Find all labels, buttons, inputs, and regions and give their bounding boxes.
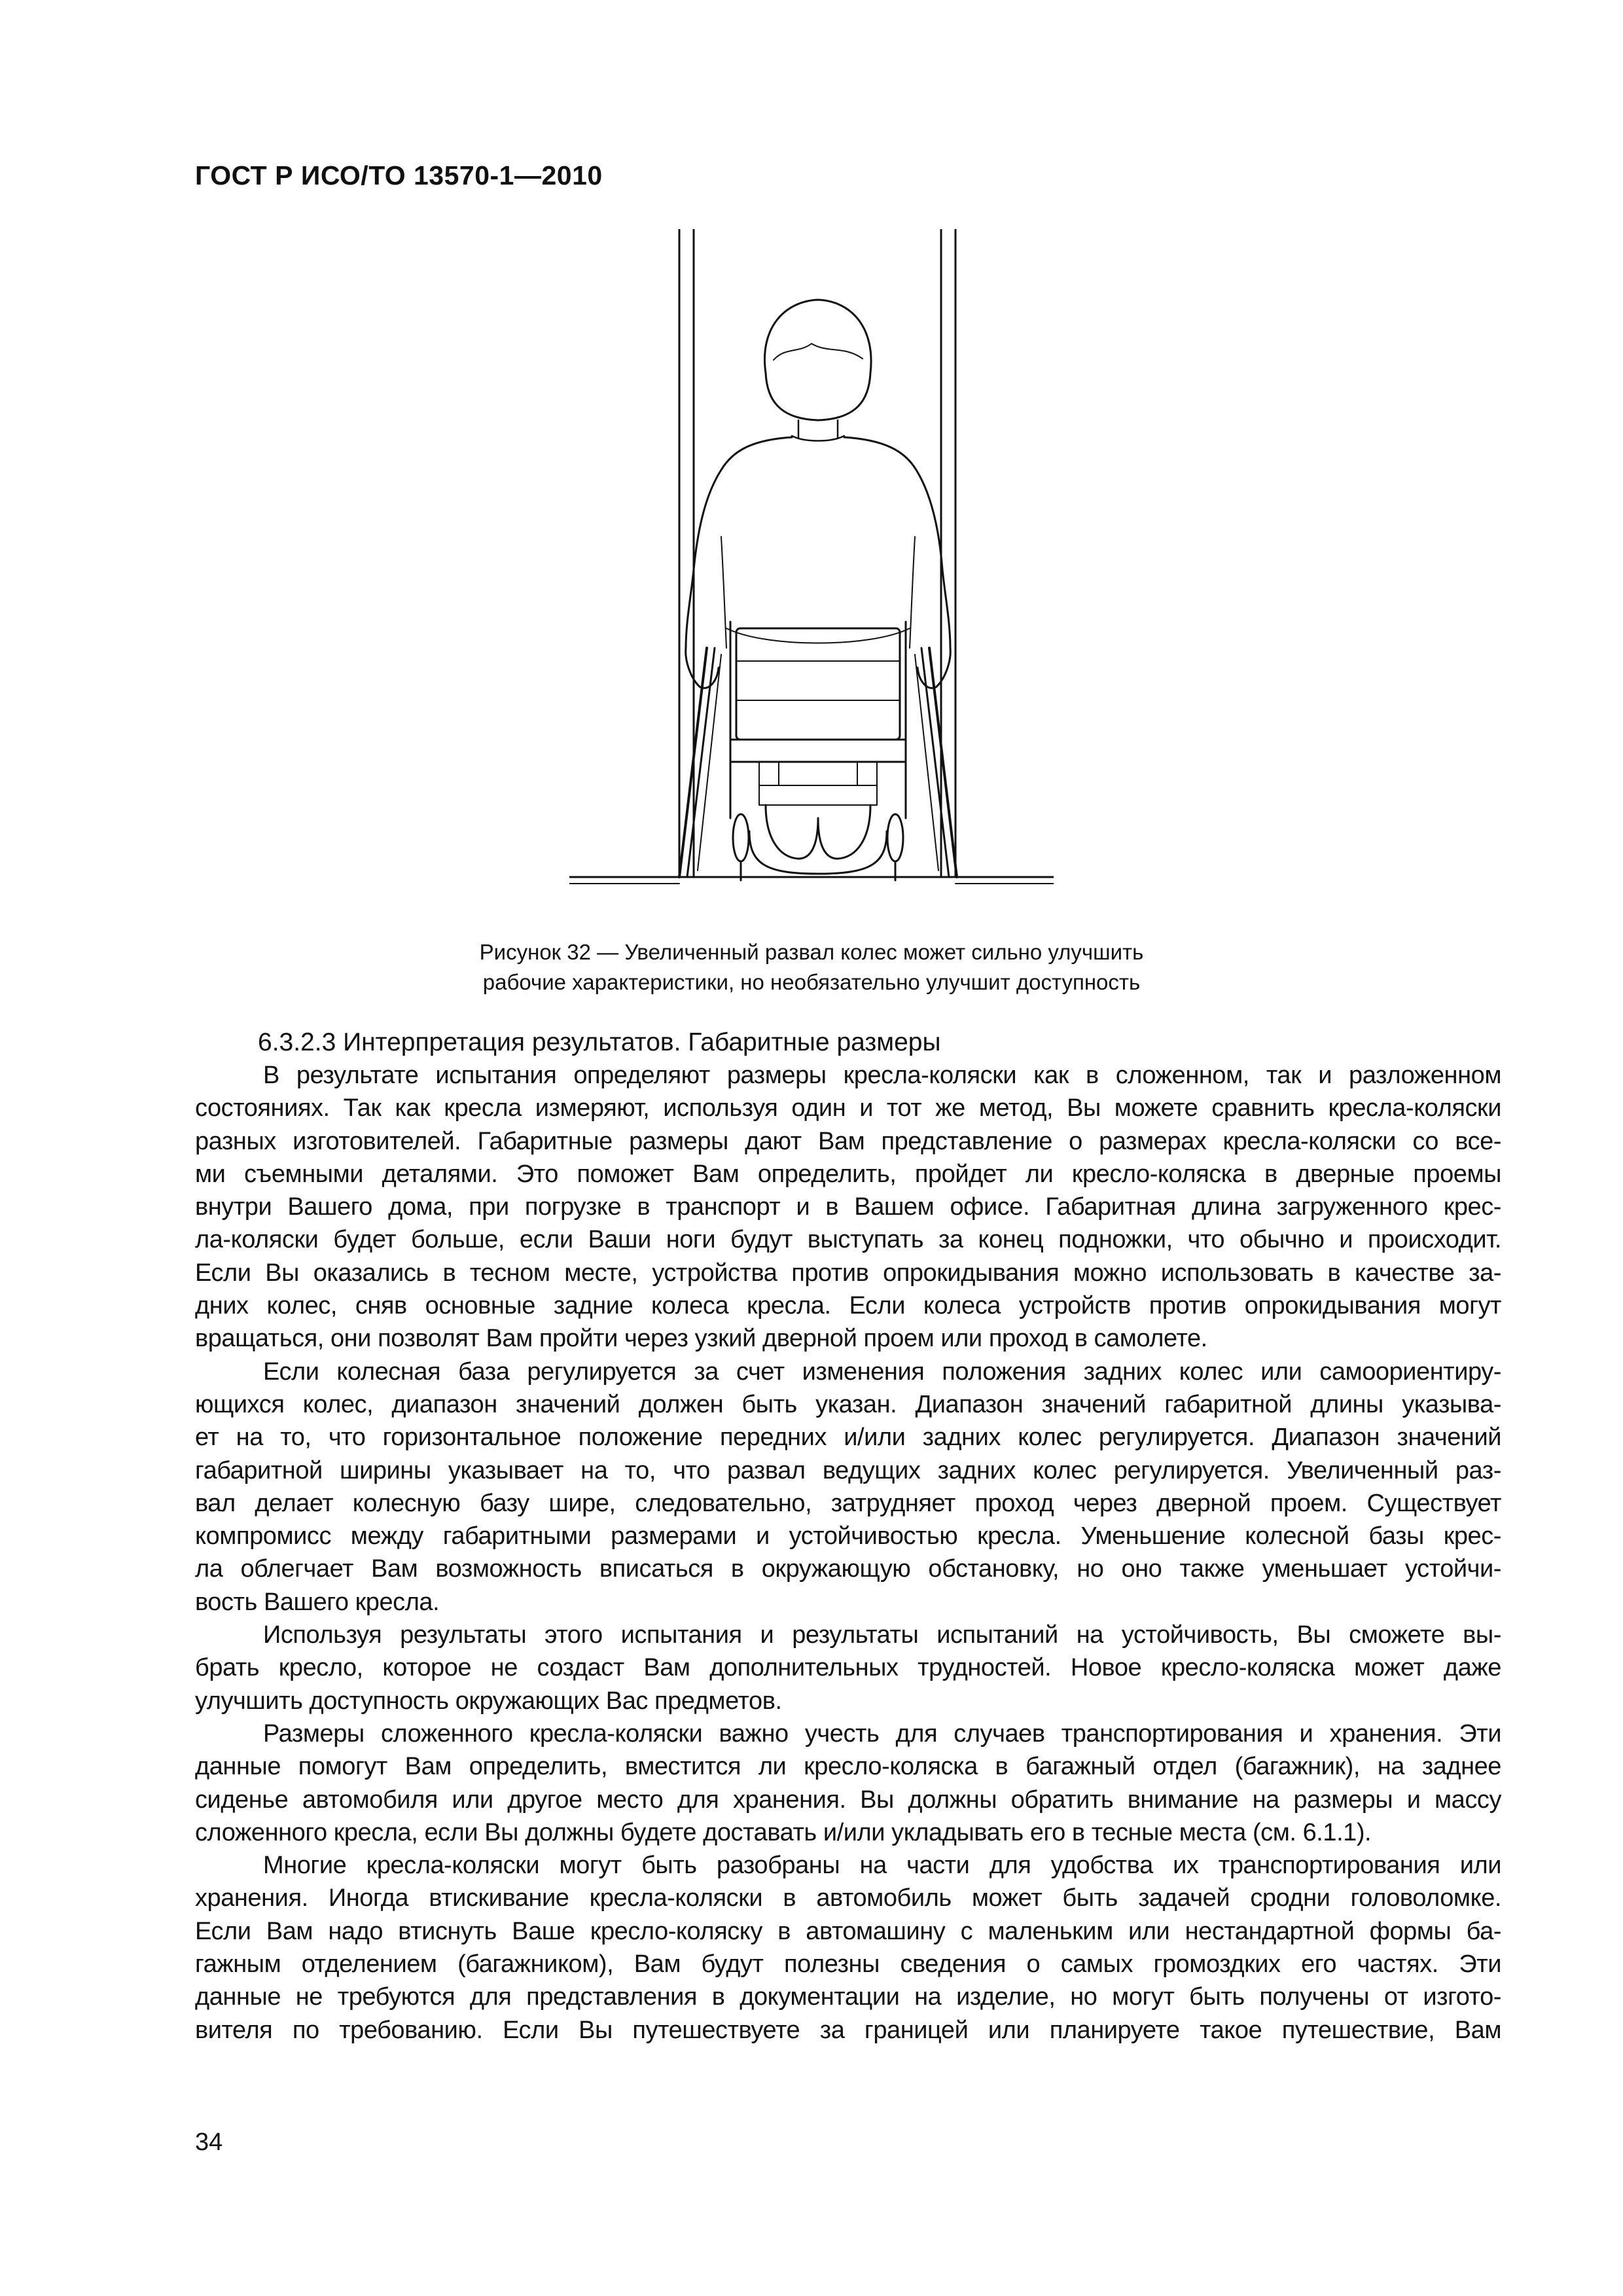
paragraph <box>195 1849 1501 2047</box>
text-line: вость Вашего кресла. <box>195 1588 440 1616</box>
text-line: внутри Вашего дома, при погрузке в транспорт и в Вашем офисе. Габаритная длина загруженного крес- <box>195 1193 1501 1221</box>
caption-line: рабочие характеристики, но необязательно улучшит доступность <box>482 970 1141 994</box>
paragraph <box>195 1619 1501 1717</box>
page-number: 34 <box>195 2128 223 2156</box>
text-line: вителя по требованию. Если Вы путешествуете за границей или планируете такое путешествие, Вам <box>195 2016 1501 2044</box>
wheelchair-seat <box>730 740 906 874</box>
text-line: состояниях. Так как кресла измеряют, используя один и тот же метод, Вы можете сравнить кресла-коляски <box>195 1094 1501 1122</box>
figure-illustration <box>569 229 1054 910</box>
text-line: ла облегчает Вам возможность вписаться в окружающую обстановку, но оно также уменьшает устойчи- <box>195 1555 1501 1583</box>
text-line: компромисс между габаритными размерами и устойчивостью кресла. Уменьшение колесной базы крес- <box>195 1522 1501 1551</box>
floor-line <box>569 877 1054 884</box>
text-line: Если колесная база регулируется за счет изменения положения задних колес или самоориентиру- <box>263 1357 1501 1386</box>
text-line: данные помогут Вам определить, вместится ли кресло-коляска в багажный отдел (багажник), на заднее <box>195 1753 1501 1781</box>
document-body <box>195 1026 1501 2047</box>
text-line: брать кресло, которое не создаст Вам дополнительных трудностей. Новое кресло-коляска может даже <box>195 1654 1501 1682</box>
text-line: ет на то, что горизонтальное положение передних и/или задних колес регулируется. Диапазон значений <box>195 1424 1501 1452</box>
text-line: гажным отделением (багажником), Вам будут полезны сведения о самых громоздких его частях. Эти <box>195 1950 1501 1979</box>
caption-line: Рисунок 32 — Увеличенный развал колес может сильно улучшить <box>479 940 1144 964</box>
text-line: вал делает колесную базу шире, следовательно, затрудняет проход через дверной проем. Существует <box>195 1489 1501 1517</box>
paragraph <box>195 1717 1501 1849</box>
text-line: сложенного кресла, если Вы должны будете доставать и/или укладывать его в тесные места (см. 6.1.1). <box>195 1818 1372 1846</box>
text-line: данные не требуются для представления в документации на изделие, но могут быть получены от изгото- <box>195 1983 1501 2011</box>
text-line: Если Вам надо втиснуть Ваше кресло-коляску в автомашину с маленьким или нестандартной формы ба- <box>195 1917 1501 1945</box>
text-line: Размеры сложенного кресла-коляски важно учесть для случаев транспортирования и хранения. Эти <box>263 1719 1501 1748</box>
text-line: ющихся колес, диапазон значений должен быть указан. Диапазон значений габаритной длины указыва- <box>195 1390 1501 1418</box>
text-line: вращаться, они позволят Вам пройти через узкий дверной проем или проход в самолете. <box>195 1325 1207 1353</box>
text-line: В результате испытания определяют размеры кресла-коляски как в сложенном, так и разложенном <box>263 1062 1501 1089</box>
text-line: улучшить доступность окружающих Вас предметов. <box>195 1687 782 1715</box>
text-line: разных изготовителей. Габаритные размеры дают Вам представление о размерах кресла-коляски со все- <box>195 1127 1501 1155</box>
document-header: ГОСТ Р ИСО/ТО 13570-1—2010 <box>195 160 603 190</box>
text-line: Если Вы оказались в тесном месте, устройства против опрокидывания можно использовать в качестве за- <box>195 1259 1501 1287</box>
text-line: Многие кресла-коляски могут быть разобраны на части для удобства их транспортирования или <box>263 1852 1501 1880</box>
paragraph <box>195 1059 1501 1355</box>
paragraph <box>195 1355 1501 1619</box>
text-line: хранения. Иногда втискивание кресла-коляски в автомобиль может быть задачей сродни головоломке. <box>195 1884 1501 1912</box>
text-line: сиденье автомобиля или другое место для хранения. Вы должны обратить внимание на размеры и массу <box>195 1785 1501 1814</box>
text-line: ла-коляски будет больше, если Ваши ноги будут выступать за конец подножки, что обычно и происходит. <box>195 1226 1501 1254</box>
text-line: ми съемными деталями. Это поможет Вам определить, пройдет ли кресло-коляска в дверные проемы <box>195 1160 1501 1188</box>
section-heading: 6.3.2.3 Интерпретация результатов. Габаритные размеры <box>258 1028 941 1056</box>
text-line: габаритной ширины указывает на то, что развал ведущих задних колес регулируется. Увеличенный раз- <box>195 1456 1501 1484</box>
person-head <box>764 300 871 441</box>
figure-caption <box>366 937 1257 997</box>
person-torso <box>686 437 951 688</box>
wheelchair-backrest <box>730 622 906 818</box>
text-line: дних колес, сняв основные задние колеса кресла. Если колеса устройств против опрокидывания могут <box>195 1292 1501 1320</box>
text-line: Используя результаты этого испытания и результаты испытаний на устойчивость, Вы сможете вы- <box>263 1621 1501 1649</box>
